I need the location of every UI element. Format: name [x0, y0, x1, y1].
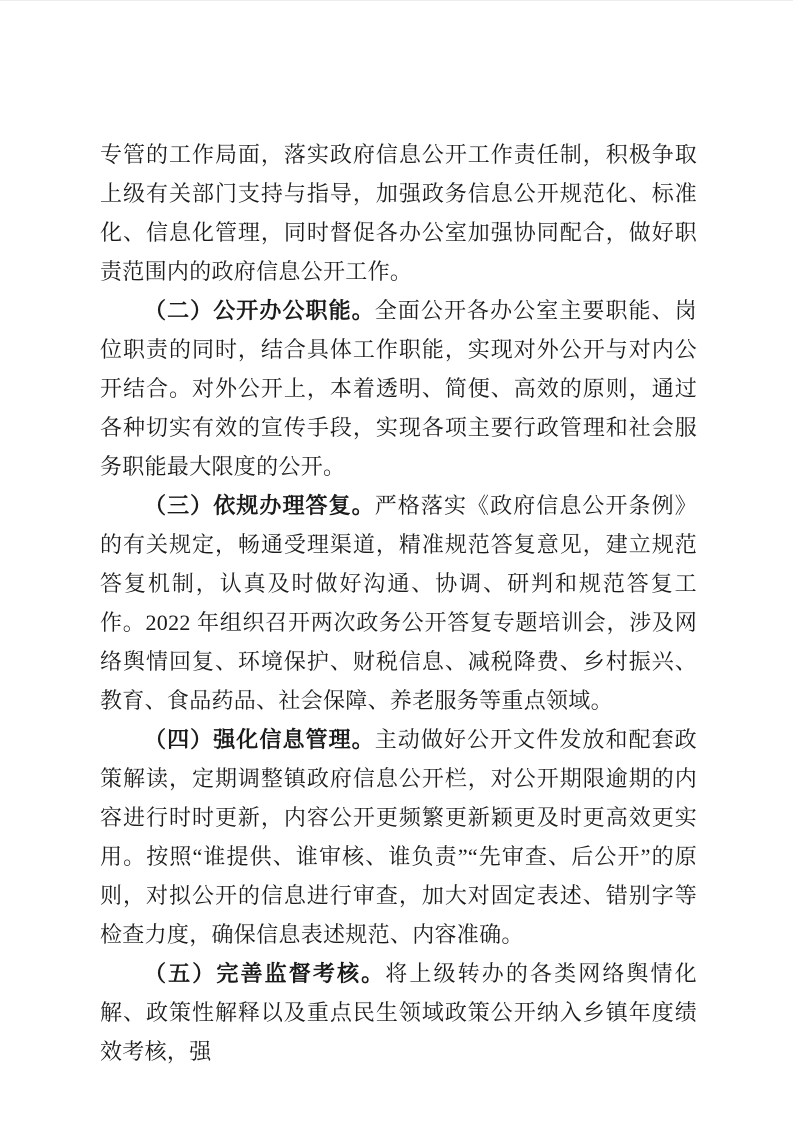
paragraph-heading: （三）依规办理答复。 [144, 493, 375, 518]
paragraph-heading: （二）公开办公职能。 [144, 298, 375, 323]
paragraph-text: 全面公开各办公室主要职能、岗位职责的同时，结合具体工作职能，实现对外公开与对内公开结合。对外公开上，本着透明、简便、高效的原则，通过各种切实有效的宣传手段，实现各项主要行政管理和社会服务职能最大限度的公开。 [100, 298, 697, 479]
paragraph-heading: （四）强化信息管理。 [144, 727, 375, 752]
paragraph-section-5 [100, 954, 697, 1071]
paragraph-section-4 [100, 720, 697, 954]
paragraph-text: 专管的工作局面，落实政府信息公开工作责任制，积极争取上级有关部门支持与指导，加强政务信息公开规范化、标准化、信息化管理，同时督促各办公室加强协同配合，做好职责范围内的政府信息公开工作。 [100, 142, 697, 284]
paragraph-section-3 [100, 486, 697, 720]
paragraph-continuation [100, 135, 697, 291]
paragraph-text: 将上级转办的各类网络舆情化解、政策性解释以及重点民生领域政策公开纳入乡镇年度绩效考核，强 [100, 961, 697, 1064]
paragraph-heading: （五）完善监督考核。 [144, 961, 386, 986]
paragraph-text: 主动做好公开文件发放和配套政策解读，定期调整镇政府信息公开栏，对公开期限逾期的内容进行时时更新，内容公开更频繁更新颖更及时更高效更实用。按照“谁提供、谁审核、谁负责”“先审查、后公开”的原则，对拟公开的信息进行审查，加大对固定表述、错别字等检查力度，确保信息表述规范、内容准确。 [100, 727, 697, 947]
paragraph-text: 严格落实《政府信息公开条例》的有关规定，畅通受理渠道，精准规范答复意见，建立规范答复机制，认真及时做好沟通、协调、研判和规范答复工作。2022 年组织召开两次政务公开答复专题培训会，涉及网络舆情回复、环境保护、财税信息、减税降费、乡村振兴、教育、食品药品、社会保障、养老服务等重点领域。 [100, 493, 697, 713]
paragraph-section-2 [100, 291, 697, 486]
